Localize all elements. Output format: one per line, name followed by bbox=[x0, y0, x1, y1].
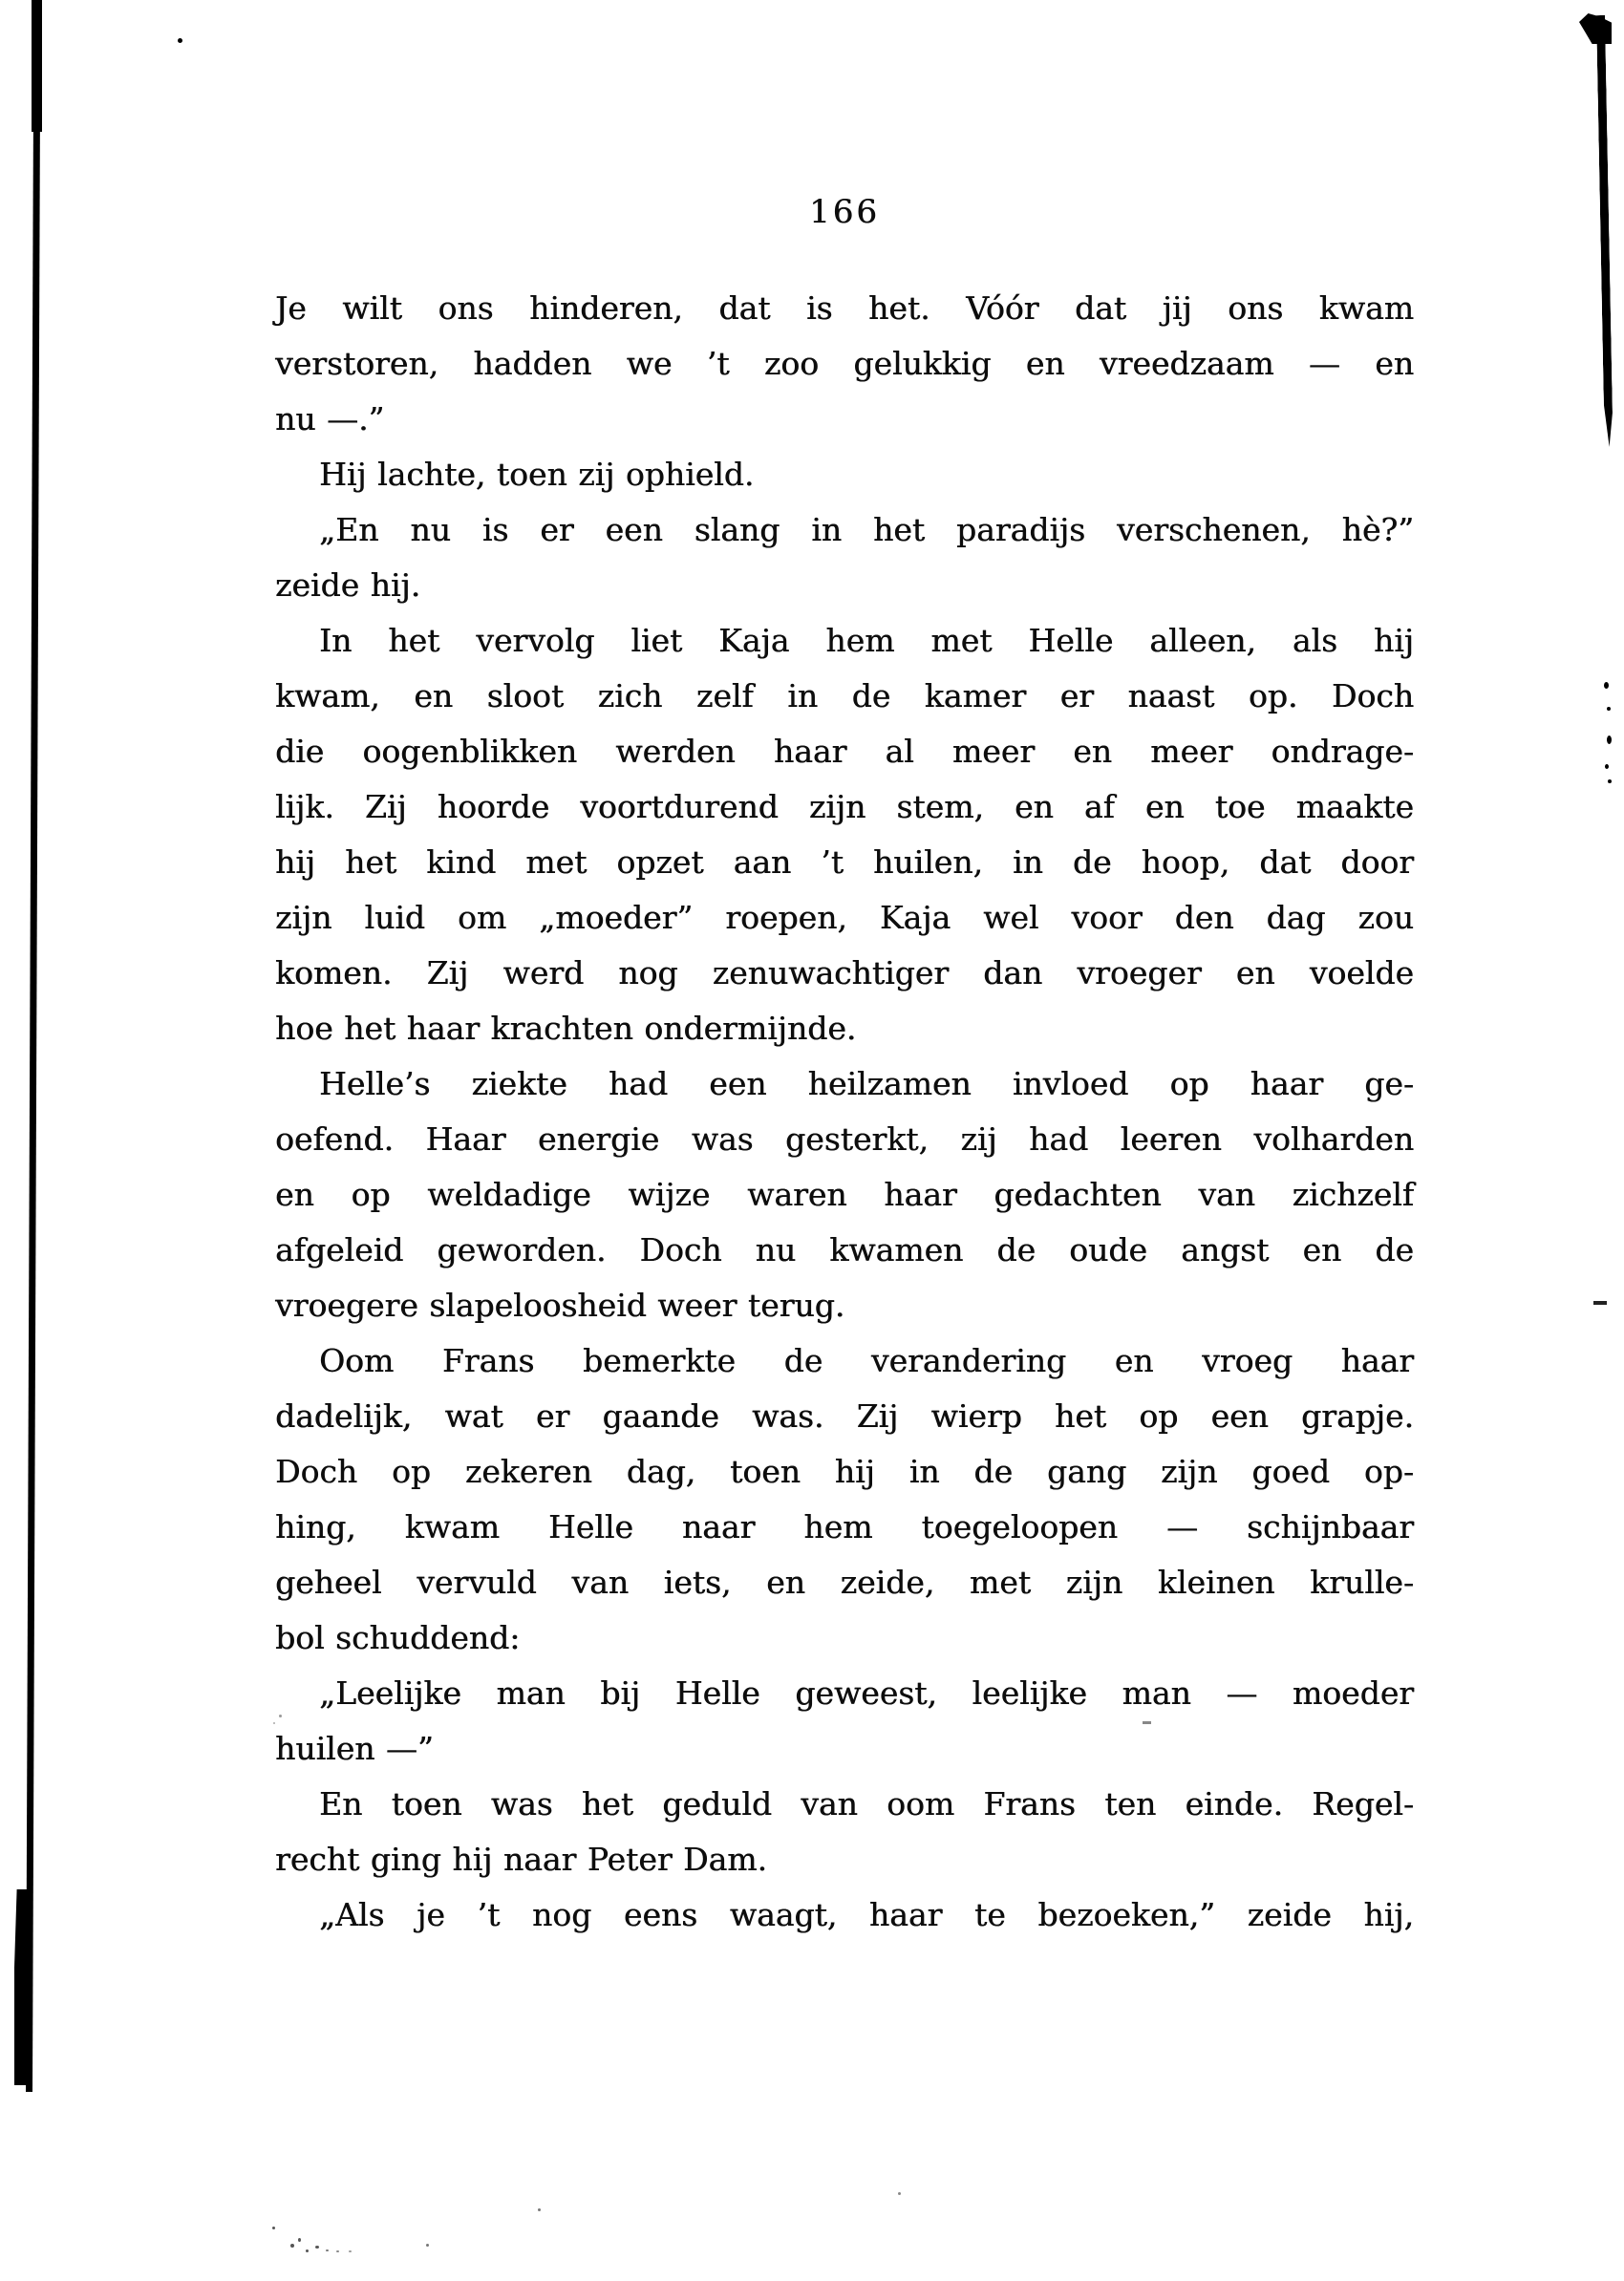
text-line: Doch op zekeren dag, toen hij in de gang zijn goed op- bbox=[275, 1453, 1414, 1490]
scan-artifact-left-bottom-smudge bbox=[14, 1889, 27, 2085]
scan-speck bbox=[1143, 1721, 1151, 1724]
scan-speck bbox=[279, 1715, 282, 1717]
text-line: Je wilt ons hinderen, dat is het. Vóór dat jij ons kwam bbox=[275, 289, 1414, 327]
text-line: En toen was het geduld van oom Frans ten einde. Regel- bbox=[319, 1785, 1414, 1823]
text-line: komen. Zij werd nog zenuwachtiger dan vroeger en voelde bbox=[275, 954, 1414, 991]
text-line: hij het kind met opzet aan ’t huilen, in de hoop, dat door bbox=[275, 843, 1414, 881]
scan-speck bbox=[336, 2250, 339, 2252]
text-line: lijk. Zij hoorde voortdurend zijn stem, en af en toe maakte bbox=[275, 788, 1414, 825]
text-line: geheel vervuld van iets, en zeide, met zijn kleinen krulle- bbox=[275, 1564, 1414, 1601]
scan-speck bbox=[1608, 779, 1612, 783]
text-line: Helle’s ziekte had een heilzamen invloed op haar ge- bbox=[319, 1065, 1414, 1102]
scan-artifact-left-top-blob bbox=[32, 0, 42, 132]
scan-speck bbox=[290, 2244, 294, 2248]
text-line: recht ging hij naar Peter Dam. bbox=[275, 1841, 767, 1878]
text-line: kwam, en sloot zich zelf in de kamer er naast op. Doch bbox=[275, 677, 1414, 714]
text-line: zeide hij. bbox=[275, 566, 421, 604]
text-line: afgeleid geworden. Doch nu kwamen de oude angst en de bbox=[275, 1231, 1414, 1268]
scan-speck bbox=[1607, 735, 1612, 744]
scan-speck bbox=[1607, 707, 1611, 711]
scan-speck bbox=[426, 2244, 429, 2247]
body-text bbox=[275, 281, 1414, 1943]
text-line: dadelijk, wat er gaande was. Zij wierp het op een grapje. bbox=[275, 1397, 1414, 1435]
text-line: „Als je ’t nog eens waagt, haar te bezoeken,” zeide hij, bbox=[319, 1896, 1414, 1933]
text-line: nu —.” bbox=[275, 400, 385, 437]
scan-speck bbox=[1604, 682, 1609, 689]
text-line: Oom Frans bemerkte de verandering en vroeg haar bbox=[319, 1342, 1414, 1379]
scan-speck bbox=[349, 2250, 352, 2252]
scan-speck bbox=[326, 2249, 329, 2251]
text-line: hing, kwam Helle naar hem toegeloopen — schijnbaar bbox=[275, 1508, 1414, 1546]
scan-speck bbox=[178, 38, 182, 43]
text-line: die oogenblikken werden haar al meer en meer ondrage- bbox=[275, 733, 1414, 770]
text-line: hoe het haar krachten ondermijnde. bbox=[275, 1010, 857, 1047]
text-line: bol schuddend: bbox=[275, 1619, 521, 1656]
page-number: 166 bbox=[809, 193, 880, 231]
scan-speck bbox=[273, 1722, 275, 1724]
text-line: oefend. Haar energie was gesterkt, zij had leeren volharden bbox=[275, 1120, 1414, 1158]
text-line: „Leelijke man bij Helle geweest, leelijke man — moeder bbox=[319, 1674, 1414, 1712]
text-line: Hij lachte, toen zij ophield. bbox=[319, 456, 755, 493]
scan-artifact-right-top-hook bbox=[1579, 13, 1612, 44]
scan-speck bbox=[898, 2192, 901, 2195]
scan-artifact-right-edge-line bbox=[1596, 15, 1613, 447]
text-line: en op weldadige wijze waren haar gedachten van zichzelf bbox=[275, 1176, 1414, 1213]
text-line: zijn luid om „moeder” roepen, Kaja wel voor den dag zou bbox=[275, 899, 1414, 936]
scan-speck bbox=[315, 2246, 319, 2249]
scan-speck bbox=[1593, 1301, 1607, 1305]
scan-speck bbox=[1605, 764, 1609, 769]
scan-speck bbox=[538, 2208, 541, 2211]
scan-artifact-left-binding-line bbox=[26, 0, 40, 2092]
scan-speck bbox=[306, 2249, 309, 2252]
text-line: verstoren, hadden we ’t zoo gelukkig en vreedzaam — en bbox=[275, 345, 1414, 382]
text-line: In het vervolg liet Kaja hem met Helle alleen, als hij bbox=[319, 622, 1414, 659]
scan-speck bbox=[298, 2238, 301, 2242]
text-line: vroegere slapeloosheid weer terug. bbox=[275, 1287, 845, 1324]
text-line: „En nu is er een slang in het paradijs verschenen, hè?” bbox=[319, 511, 1414, 548]
text-line: huilen —” bbox=[275, 1730, 434, 1767]
scan-speck bbox=[272, 2227, 275, 2229]
